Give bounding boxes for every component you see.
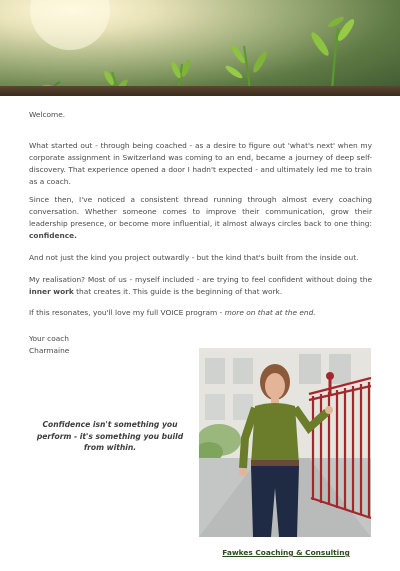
paragraph-4-text: My realisation? Most of us - myself included - are trying to feel confident without doing the xyxy=(29,275,372,285)
header-sprouts-image xyxy=(0,0,400,96)
portrait-photo xyxy=(199,348,371,537)
signature-name: Charmaine xyxy=(29,346,70,355)
paragraph-4-emphasis: inner work xyxy=(29,287,74,297)
paragraph-2-text: Since then, I've noticed a consistent thread running through almost every coaching conversation. Whether someone comes to improve their communication, grow their leadership presence, or become more influential, it almost always circles back to one thing: xyxy=(29,195,372,229)
pull-quote: Confidence isn't something you perform - it's something you build from within. xyxy=(36,420,184,452)
paragraph-5-italic: more on that at the end. xyxy=(224,308,316,318)
company-name-link[interactable]: Fawkes Coaching & Consulting xyxy=(222,548,350,557)
paragraph-2-emphasis: confidence. xyxy=(29,231,77,241)
signature-block xyxy=(29,333,69,357)
paragraph-5-text: If this resonates, you'll love my full VOICE program - xyxy=(29,308,225,318)
paragraph-5 xyxy=(29,307,372,319)
paragraph-4-text-end: that creates it. This guide is the beginning of that work. xyxy=(73,287,283,297)
portrait-illustration xyxy=(199,348,371,537)
paragraph-2 xyxy=(29,194,372,242)
paragraph-3: And not just the kind you project outwardly - but the kind that's built from the inside out. xyxy=(29,253,359,263)
soil-strip xyxy=(0,86,400,96)
paragraph-4 xyxy=(29,274,372,298)
paragraph-1: What started out - through being coached - as a desire to figure out 'what's next' when my corporate assignment in Switzerland was coming to an end, became a journey of deep self-discovery. That experience opened a door I hadn't expected - and ultimately led me to train as a coach. xyxy=(29,141,372,187)
sprouts-illustration xyxy=(0,0,400,96)
signoff-text: Your coach xyxy=(29,334,69,343)
greeting: Welcome. xyxy=(29,110,66,119)
